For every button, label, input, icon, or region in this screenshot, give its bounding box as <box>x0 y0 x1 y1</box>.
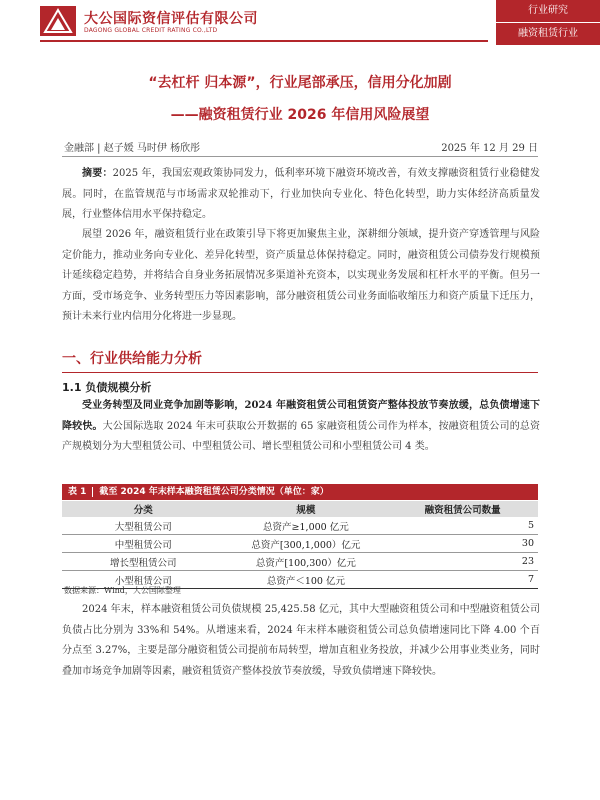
section-title: 一、行业供给能力分析 <box>62 351 202 367</box>
page-header <box>0 0 600 48</box>
body-paragraph-1 <box>62 396 540 458</box>
cell-count: 7 <box>387 571 538 589</box>
cell-count: 30 <box>387 535 538 553</box>
col-header-category: 分类 <box>62 501 224 517</box>
cell-count: 5 <box>387 517 538 535</box>
outlook-paragraph: 展望 2026 年，融资租赁行业在政策引导下将更加聚焦主业，深耕细分领域，提升资产穿透管理与风险定价能力，推动业务向专业化、差异化转型，资产质量总体保持稳定。同时，融资租赁公司债券发行规模预计延续稳定趋势，并将结合自身业务拓展情况多渠道补充资本，以实现业务发展和杠杆水平的平衡。但另一方面，受市场竞争、业务转型压力等因素影响，部分融资租赁公司业务面临收缩压力和资产质量下迁压力，预计未来行业内信用分化将进一步显现。 <box>62 229 540 322</box>
industry-tag: 融资租赁行业 <box>496 23 600 45</box>
cell-scale: 总资产[100,300）亿元 <box>224 553 387 571</box>
table-caption-text: 截至 2024 年末样本融资租赁公司分类情况（单位：家） <box>99 487 329 497</box>
table-row <box>62 535 538 553</box>
company-name-cn: 大公国际资信评估有限公司 <box>84 11 258 27</box>
header-divider <box>40 40 488 42</box>
abstract-label: 摘要： <box>82 168 113 179</box>
cell-scale: 总资产≥1,000 亿元 <box>224 517 387 535</box>
cell-category: 大型租赁公司 <box>62 517 224 535</box>
report-date: 2025 年 12 月 29 日 <box>441 143 538 154</box>
cell-category: 中型租赁公司 <box>62 535 224 553</box>
report-category-tag: 行业研究 <box>496 0 600 22</box>
table-number: 表 1 <box>68 487 87 497</box>
table-row <box>62 553 538 571</box>
col-header-scale: 规模 <box>224 501 387 517</box>
lead-bold-sentence: 受业务转型及同业竞争加剧等影响，2024 年融资租赁公司租赁资产整体投放节奏放缓，总负债增速下降较快。 <box>62 400 540 432</box>
cell-category: 增长型租赁公司 <box>62 553 224 571</box>
report-title: “去杠杆 归本源”，行业尾部承压，信用分化加剧 <box>148 75 452 91</box>
company-name-en: DAGONG GLOBAL CREDIT RATING CO.,LTD <box>84 27 218 34</box>
table-header-row <box>62 501 538 517</box>
dagong-logo-icon <box>40 6 76 36</box>
subsection-title: 1.1 负债规模分析 <box>62 381 152 394</box>
cell-scale: 总资产＜100 亿元 <box>224 571 387 589</box>
cell-category: 小型租赁公司 <box>62 571 224 589</box>
table-row <box>62 517 538 535</box>
report-subtitle: ——融资租赁行业 2026 年信用风险展望 <box>170 107 430 123</box>
cell-scale: 总资产[300,1,000）亿元 <box>224 535 387 553</box>
lead-rest: 大公国际选取 2024 年末可获取公开数据的 65 家融资租赁公司作为样本，按融资租赁公司的总资产规模划分为大型租赁公司、中型租赁公司、增长型租赁公司和小型租赁公司 4 类。 <box>62 420 541 452</box>
section-divider <box>62 372 538 373</box>
table-source: 数据来源：Wind，大公国际整理 <box>64 586 181 595</box>
cell-count: 23 <box>387 553 538 571</box>
byline: 金融部 | 赵子媛 马时伊 杨欣彤 <box>64 143 201 154</box>
col-header-count: 融资租赁公司数量 <box>387 501 538 517</box>
abstract-text: 2025 年，我国宏观政策协同发力，低利率环境下融资环境改善，有效支撑融资租赁行业稳健发展。同时，在监管规范与市场需求双轮推动下，行业加快向专业化、特色化转型，助力实体经济高质量发展，行业整体信用水平保持稳定。 <box>62 168 540 220</box>
caption-separator <box>92 487 93 497</box>
body-paragraph-2: 2024 年末，样本融资租赁公司负债规模 25,425.58 亿元，其中大型融资租赁公司和中型融资租赁公司负债占比分别为 33%和 54%。从增速来看，2024 年末样本融资租赁公司总负债增速同比下降 4.00 个百分点至 3.27%，主要是部分融资租赁公司提前布局转型，增加直租业务投放，并减少公用事业类业务，同时叠加市场竞争加剧等因素，融资租赁资产整体投放节奏放缓，导致负债增速下降较快。 <box>62 604 540 677</box>
byline-divider <box>62 156 538 157</box>
abstract-paragraph <box>62 164 540 226</box>
authors: 赵子媛 马时伊 杨欣彤 <box>103 143 201 154</box>
classification-table <box>62 501 538 589</box>
table-caption <box>62 484 538 500</box>
department: 金融部 <box>64 143 94 154</box>
